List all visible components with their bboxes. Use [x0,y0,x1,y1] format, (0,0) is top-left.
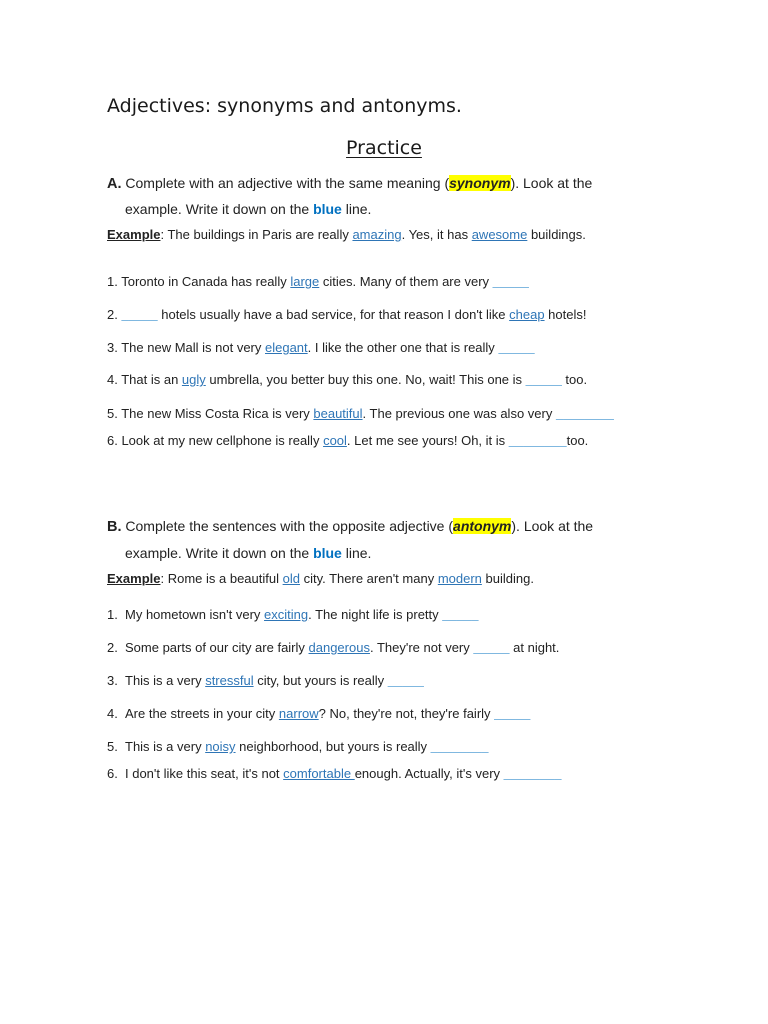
answer-blank[interactable]: _____ [387,673,424,688]
section-a-item-3: 3. The new Mall is not very elegant. I like the other one that is really _____ [107,340,535,355]
section-b-item-1: 1. My hometown isn't very exciting. The night life is pretty _____ [107,607,479,622]
given-word: stressful [205,673,254,688]
example-label: Example [107,571,161,586]
section-a-example: Example: The buildings in Paris are really amazing. Yes, it has awesome buildings. [107,227,586,242]
given-word: cheap [509,307,545,322]
given-word: large [290,274,320,289]
section-a-item-1: 1. Toronto in Canada has really large cities. Many of them are very _____ [107,274,529,289]
answer-blank[interactable]: ________ [430,739,489,754]
section-a-letter: A. [107,176,122,192]
section-b-letter: B. [107,519,122,535]
example-answer: modern [437,571,482,586]
page-subtitle: Practice [346,137,422,159]
section-b-instruction-line-2: example. Write it down on the blue line. [125,545,372,561]
section-a-item-6: 6. Look at my new cellphone is really cool. Let me see yours! Oh, it is ________too. [107,433,589,448]
answer-blank[interactable]: ________ [503,766,562,781]
given-word: cool [323,433,347,448]
example-label: Example [107,227,161,242]
answer-blank[interactable]: _____ [121,307,158,322]
blue-keyword: blue [313,201,342,217]
given-word: narrow [278,706,319,721]
answer-blank[interactable]: _____ [492,274,529,289]
section-b-item-6: 6. I don't like this seat, it's not comfortable enough. Actually, it's very ________ [107,766,562,781]
example-word: old [282,571,300,586]
section-a-item-4: 4. That is an ugly umbrella, you better buy this one. No, wait! This one is _____ too. [107,372,588,387]
answer-blank[interactable]: _____ [494,706,531,721]
section-b-item-3: 3. This is a very stressful city, but yours is really _____ [107,673,424,688]
given-word: comfortable [283,766,355,781]
given-word: elegant [265,340,308,355]
answer-blank[interactable]: _____ [498,340,535,355]
section-b-item-2: 2. Some parts of our city are fairly dangerous. They're not very _____ at night. [107,640,560,655]
section-b-item-4: 4. Are the streets in your city narrow? No, they're not, they're fairly _____ [107,706,531,721]
section-b-item-5: 5. This is a very noisy neighborhood, but yours is really ________ [107,739,489,754]
section-b-instruction-line-1: B. Complete the sentences with the opposite adjective (antonym). Look at the [107,518,594,535]
answer-blank[interactable]: _____ [473,640,510,655]
given-word: noisy [205,739,236,754]
answer-blank[interactable]: _____ [525,372,562,387]
answer-blank[interactable]: ________ [555,406,614,421]
given-word: beautiful [313,406,363,421]
section-a-instruction-line-1: A. Complete with an adjective with the same meaning (synonym). Look at the [107,175,593,192]
answer-blank[interactable]: ________ [508,433,567,448]
example-word: amazing [352,227,402,242]
blue-keyword: blue [313,545,342,561]
section-a-instruction-line-2: example. Write it down on the blue line. [125,201,372,217]
antonym-keyword: antonym [453,518,512,534]
section-a-item-2: 2. _____ hotels usually have a bad service, for that reason I don't like cheap hotels! [107,307,587,322]
given-word: ugly [181,372,206,387]
answer-blank[interactable]: _____ [442,607,479,622]
given-word: exciting [264,607,309,622]
given-word: dangerous [308,640,370,655]
section-b-example: Example: Rome is a beautiful old city. There aren't many modern building. [107,571,534,586]
section-a-item-5: 5. The new Miss Costa Rica is very beautiful. The previous one was also very ________ [107,406,614,421]
synonym-keyword: synonym [449,175,511,191]
page-title: Adjectives: synonyms and antonyms. [107,95,462,117]
example-answer: awesome [471,227,528,242]
